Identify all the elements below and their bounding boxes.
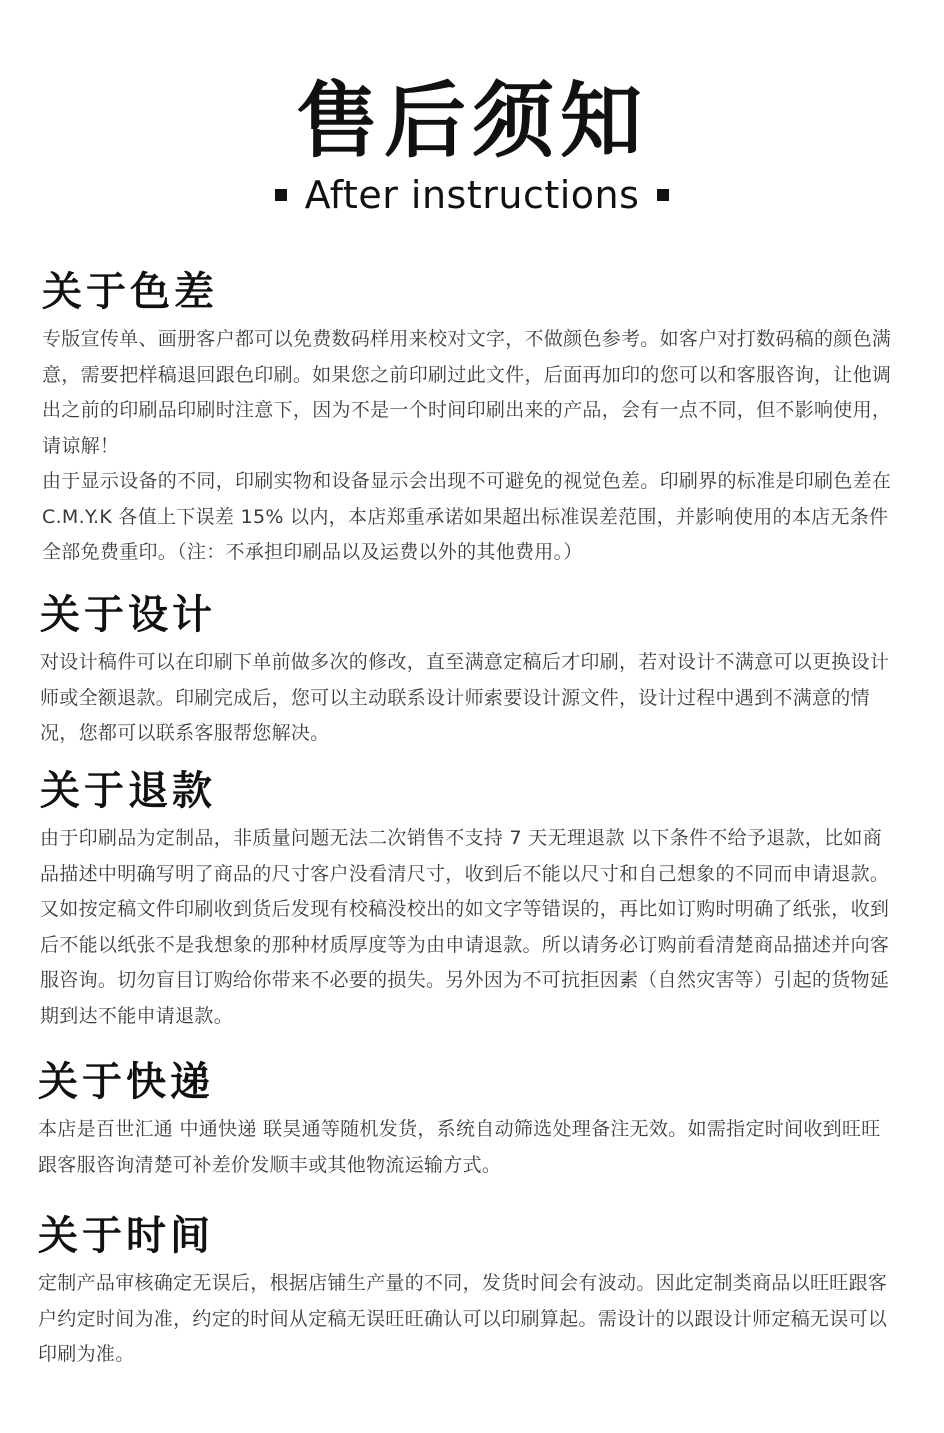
square-icon bbox=[657, 189, 669, 201]
section-shipping bbox=[38, 1056, 894, 1183]
section-design bbox=[40, 589, 892, 752]
subtitle-row bbox=[0, 170, 944, 220]
section-time bbox=[38, 1210, 894, 1373]
section-body bbox=[40, 821, 896, 1034]
section-paragraph: 由于显示设备的不同，印刷实物和设备显示会出现不可避免的视觉色差。印刷界的标准是印刷色差在 C.M.Y.K 各值上下误差 15% 以内，本店郑重承诺如果超出标准误差范围，并影响使用的本店无条件全部免费重印。（注：不承担印刷品以及运费以外的其他费用。） bbox=[42, 470, 892, 563]
section-heading: 关于色差 bbox=[42, 269, 218, 315]
section-paragraph: 专版宣传单、画册客户都可以免费数码样用来校对文字，不做颜色参考。如客户对打数码稿的颜色满意，需要把样稿退回跟色印刷。如果您之前印刷过此文件，后面再加印的您可以和客服咨询，让他调出之前的印刷品印刷时注意下，因为不是一个时间印刷出来的产品，会有一点不同，但不影响使用，请谅解！ bbox=[42, 328, 892, 457]
page-title: 售后须知 bbox=[295, 74, 648, 169]
section-refund bbox=[40, 765, 896, 1034]
section-paragraph: 本店是百世汇通 中通快递 联昊通等随机发货，系统自动筛选处理备注无效。如需指定时间收到旺旺跟客服咨询清楚可补差价发顺丰或其他物流运输方式。 bbox=[38, 1118, 881, 1176]
section-heading: 关于快递 bbox=[38, 1059, 214, 1105]
section-heading: 关于设计 bbox=[40, 592, 216, 638]
section-color-difference bbox=[42, 266, 892, 571]
section-body bbox=[38, 1266, 894, 1373]
page-subtitle: After instructions bbox=[304, 173, 640, 217]
square-icon bbox=[275, 189, 287, 201]
section-body bbox=[38, 1112, 894, 1183]
section-paragraph: 定制产品审核确定无误后，根据店铺生产量的不同，发货时间会有波动。因此定制类商品以旺旺跟客户约定时间为准，约定的时间从定稿无误旺旺确认可以印刷算起。需设计的以跟设计师定稿无误可以印刷为准。 bbox=[38, 1272, 888, 1365]
section-body bbox=[42, 322, 892, 571]
section-paragraph: 由于印刷品为定制品，非质量问题无法二次销售不支持 7 天无理退款 以下条件不给予退款，比如商品描述中明确写明了商品的尺寸客户没看清尺寸，收到后不能以尺寸和自己想象的不同而申请退款。又如按定稿文件印刷收到货后发现有校稿没校出的如文字等错误的，再比如订购时明确了纸张，收到后不能以纸张不是我想象的那种材质厚度等为由申请退款。所以请务必订购前看清楚商品描述并向客服咨询。切勿盲目订购给你带来不必要的损失。另外因为不可抗拒因素（自然灾害等）引起的货物延期到达不能申请退款。 bbox=[40, 827, 890, 1027]
section-body bbox=[40, 645, 892, 752]
section-heading: 关于退款 bbox=[40, 768, 216, 814]
section-heading: 关于时间 bbox=[38, 1213, 214, 1259]
section-paragraph: 对设计稿件可以在印刷下单前做多次的修改，直至满意定稿后才印刷，若对设计不满意可以更换设计师或全额退款。印刷完成后，您可以主动联系设计师索要设计源文件，设计过程中遇到不满意的情况，您都可以联系客服帮您解决。 bbox=[40, 651, 890, 744]
